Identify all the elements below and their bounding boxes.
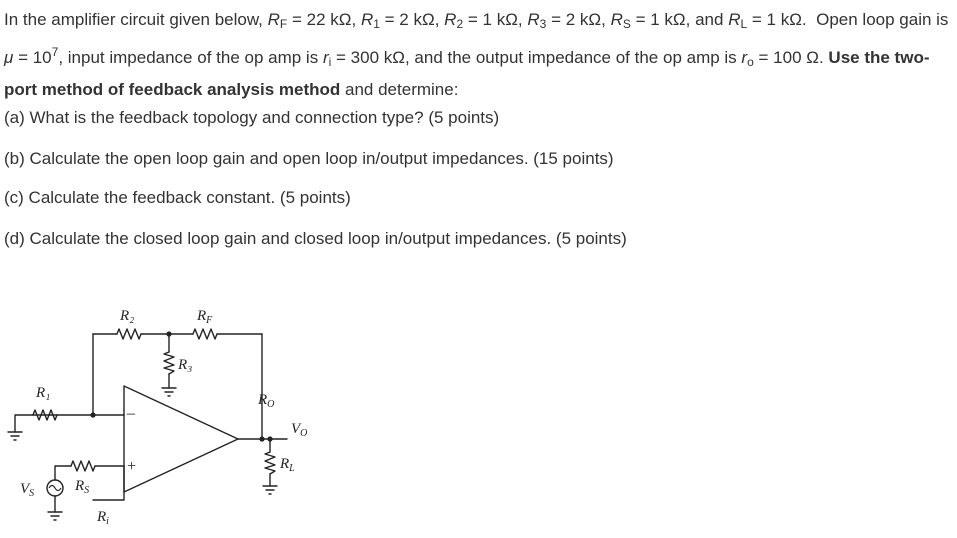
rl-subscript: L: [740, 17, 748, 31]
mu-symbol: μ: [4, 48, 14, 67]
label-r1: R₁: [36, 385, 51, 401]
rf-resistor: [193, 329, 217, 339]
question-d: (d) Calculate the closed loop gain and closed loop in/output impedances. (5 points): [4, 229, 627, 248]
wire-output: [238, 334, 287, 439]
r1-symbol: R: [360, 10, 374, 29]
vs-sine: [49, 486, 61, 491]
r2-symbol: R: [444, 10, 457, 29]
mu-exponent: 7: [51, 45, 59, 59]
question-a: (a) What is the feedback topology and connection type? (5 points): [4, 108, 500, 127]
ro-value: = 100 Ω.: [758, 48, 824, 67]
wire-inverting: [33, 334, 124, 415]
r3-ground: [162, 388, 176, 396]
rf-subscript: F: [279, 17, 288, 31]
label-rl: $R_L$: [280, 456, 295, 474]
rl-ground: [263, 486, 277, 494]
problem-statement: [4, 6, 949, 104]
rl-symbol: R: [728, 10, 741, 29]
label-rs: $R_S$: [75, 478, 90, 496]
method-tail: and determine:: [345, 80, 459, 99]
r3-symbol: R: [527, 10, 540, 29]
rf-symbol: R: [267, 10, 280, 29]
input-impedance-text: , input impedance of the op amp is: [58, 48, 319, 67]
rl-value: = 1 kΩ.: [751, 10, 807, 29]
intro-lead: In the amplifier circuit given below,: [4, 10, 263, 29]
label-vs: $V_S$: [20, 481, 35, 499]
ro-symbol: r: [741, 48, 748, 67]
ri-bracket: [93, 466, 124, 500]
label-r2: R₂: [120, 308, 135, 324]
rl-resistor: [265, 452, 275, 474]
label-vo: $V_O$: [291, 421, 308, 439]
node-load: [267, 436, 272, 441]
ri-symbol: r: [322, 48, 329, 67]
node-output: [259, 436, 264, 441]
r1-subscript: 1: [373, 17, 380, 31]
r1-ground: [8, 432, 22, 440]
method-instruction: Use the two-port method of feedback analysis method: [4, 48, 930, 99]
label-r3: R₃: [178, 357, 193, 373]
rs-resistor: [71, 461, 95, 471]
node-r3: [166, 331, 171, 336]
label-ri: $R_i$: [97, 509, 109, 527]
r3-value: = 2 kΩ,: [551, 10, 606, 29]
label-rf: $R_F$: [197, 308, 213, 326]
question-c: (c) Calculate the feedback constant. (5 points): [4, 188, 351, 207]
label-ro: $R_O$: [258, 392, 275, 410]
plus-sign: +: [127, 458, 137, 475]
open-loop-text: Open loop gain is: [816, 10, 949, 29]
op-amp-triangle: [124, 386, 238, 492]
mu-equals: = 10: [18, 48, 52, 67]
r3-resistor: [164, 352, 174, 374]
rs-symbol: R: [610, 10, 623, 29]
vs-ground: [48, 512, 62, 520]
rs-value: = 1 kΩ, and: [635, 10, 724, 29]
minus-sign: –: [127, 405, 135, 422]
rf-value: = 22 kΩ,: [292, 10, 357, 29]
r2-value: = 1 kΩ,: [467, 10, 523, 29]
r1-resistor: [33, 410, 57, 420]
ro-subscript: o: [747, 55, 754, 69]
ri-value: = 300 kΩ, and the output impedance of the op amp is: [336, 48, 737, 67]
rs-subscript: S: [622, 17, 631, 31]
ri-subscript: i: [328, 55, 332, 69]
r2-subscript: 2: [456, 17, 464, 31]
r2-resistor: [117, 329, 141, 339]
r3-subscript: 3: [539, 17, 547, 31]
r1-value: = 2 kΩ,: [384, 10, 440, 29]
wire-r1-left: [15, 415, 33, 432]
amplifier-circuit-diagram: [0, 290, 340, 538]
node-inverting: [90, 412, 95, 417]
question-b: (b) Calculate the open loop gain and open loop in/output impedances. (15 points): [4, 149, 614, 168]
